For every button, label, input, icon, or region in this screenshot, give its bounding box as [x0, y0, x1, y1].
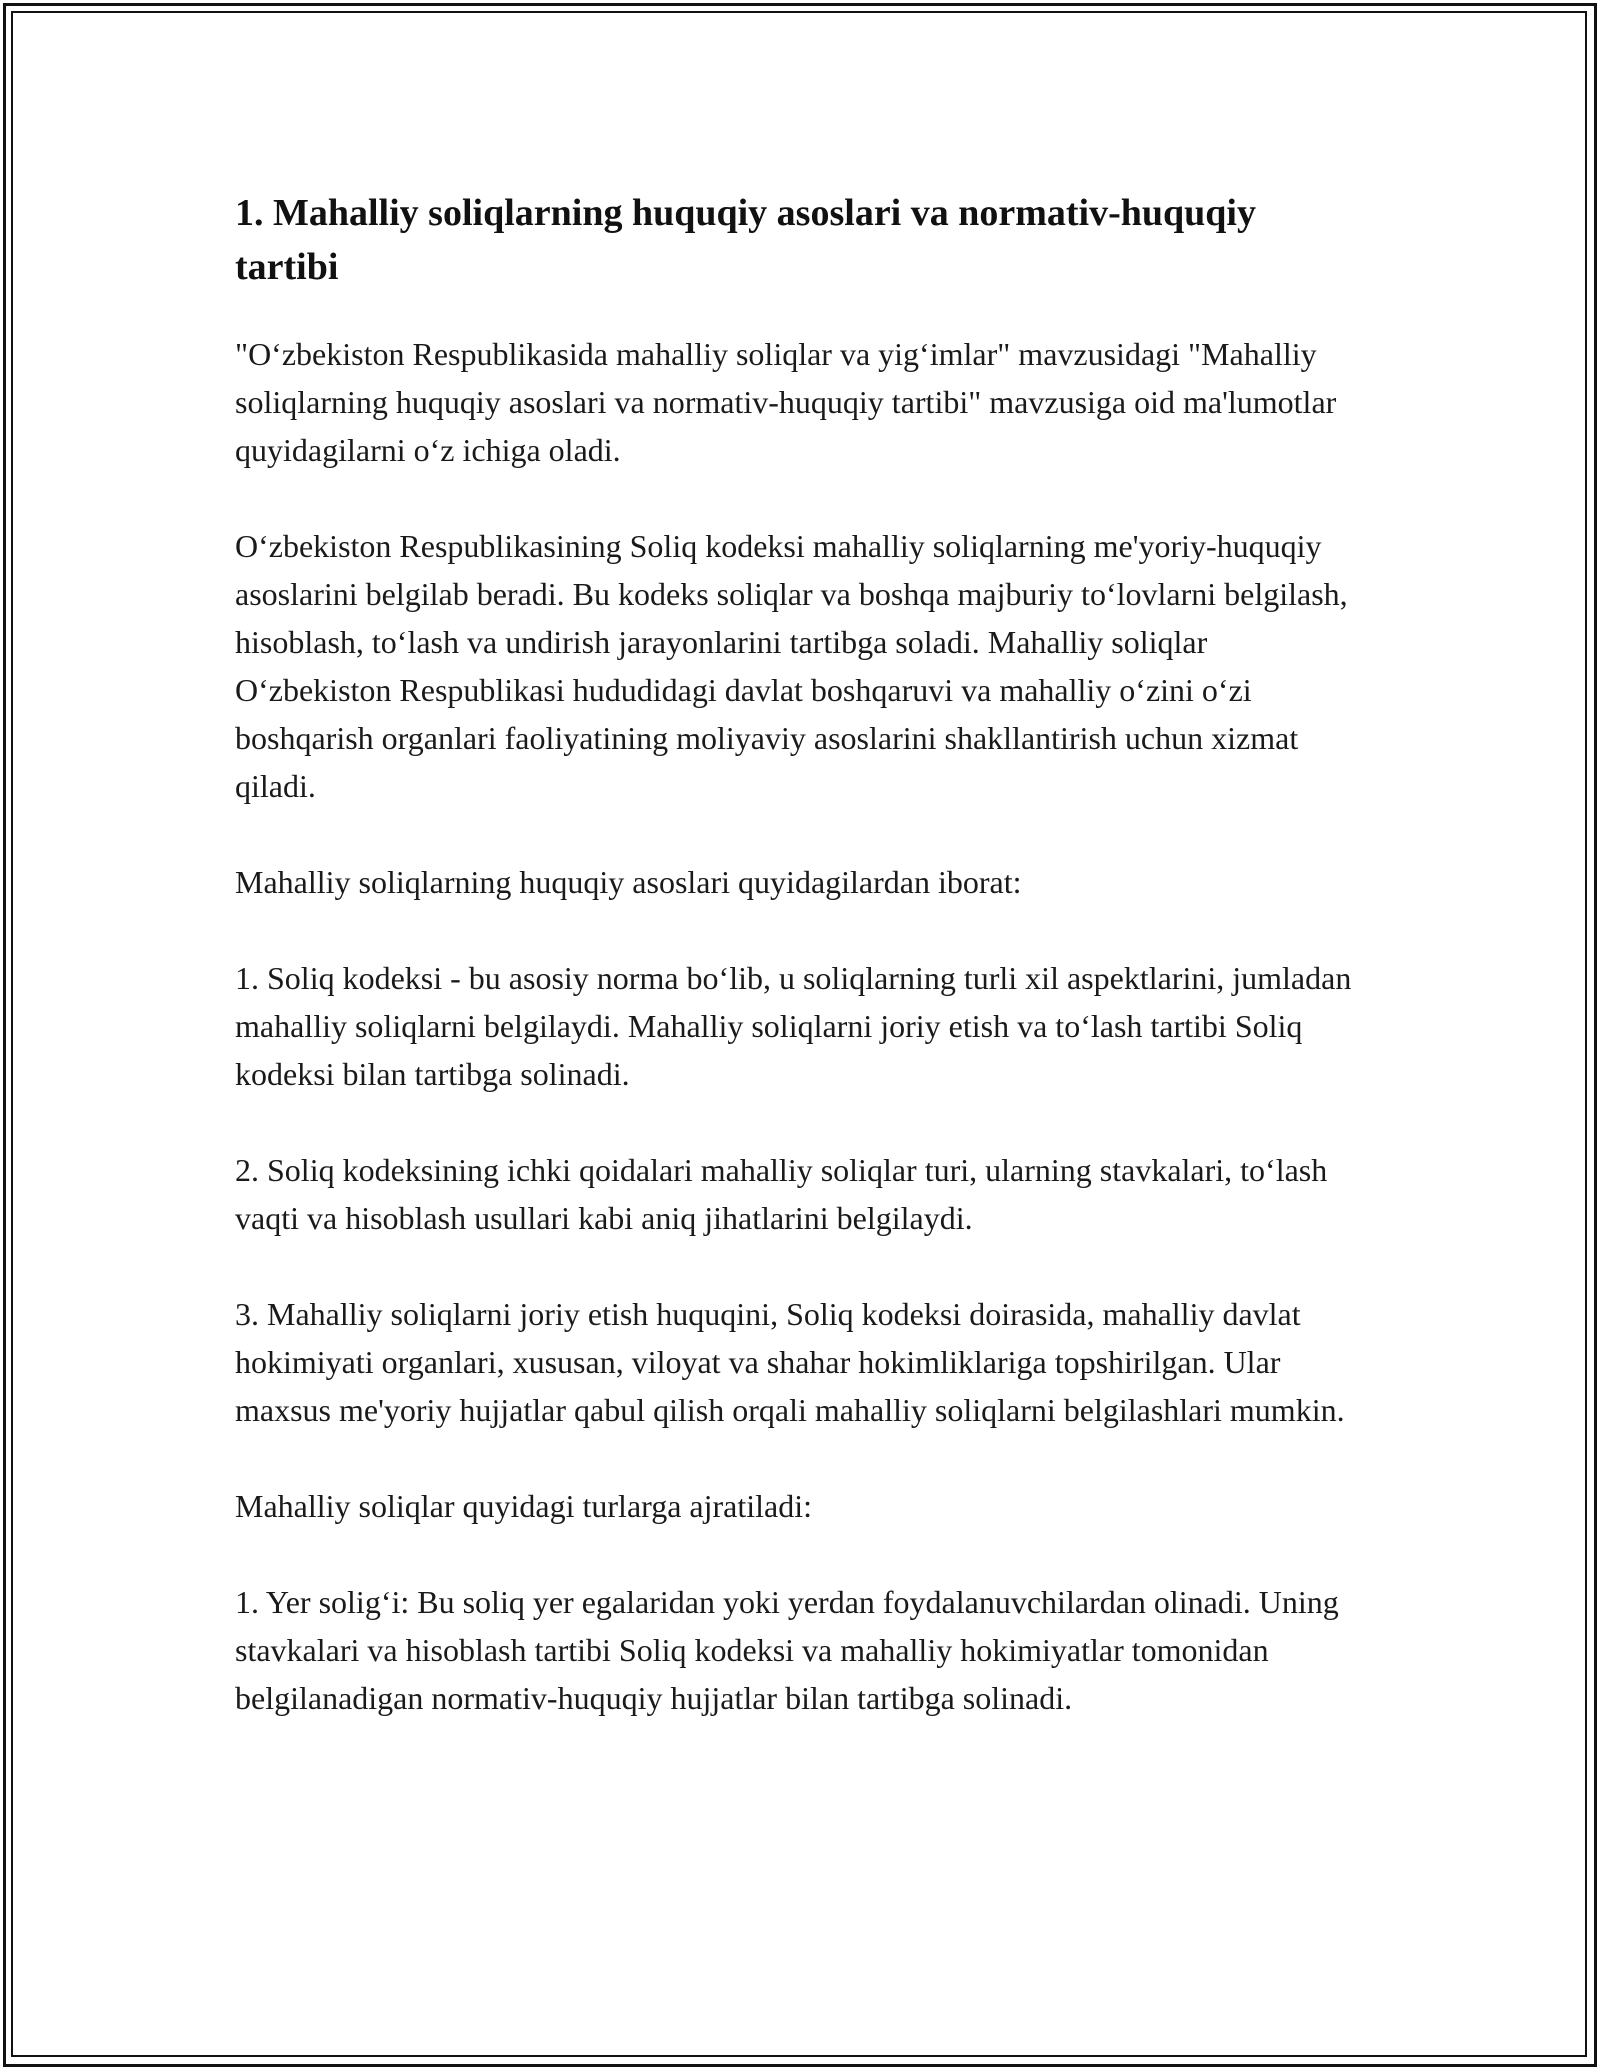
paragraph-land-tax: 1. Yer solig‘i: Bu soliq yer egalaridan yoki yerdan foydalanuvchilardan olinadi. Uning stavkalari va hisoblash tartibi Soliq kodeksi va mahalliy hokimiyatlar tomonidan belgilanadigan normativ-huquqiy hujjatlar bilan tartibga solinadi. — [235, 1584, 1339, 1716]
paragraph-list-item-2: 2. Soliq kodeksining ichki qoidalari mahalliy soliqlar turi, ularning stavkalari, to‘lash vaqti va hisoblash usullari kabi aniq jihatlarini belgilaydi. — [235, 1152, 1328, 1236]
document-title: 1. Mahalliy soliqlarning huquqiy asoslari va normativ-huquqiy tartibi — [235, 192, 1256, 288]
document-body — [235, 186, 1365, 1770]
paragraph-list-item-3: 3. Mahalliy soliqlarni joriy etish huquqini, Soliq kodeksi doirasida, mahalliy davlat hokimiyati organlari, xususan, viloyat va shahar hokimliklariga topshirilgan. Ular maxsus me'yoriy hujjatlar qabul qilish orqali mahalliy soliqlarni belgilashlari mumkin. — [235, 1296, 1345, 1428]
paragraph-tax-code: O‘zbekiston Respublikasining Soliq kodeksi mahalliy soliqlarning me'yoriy-huquqiy asoslarini belgilab beradi. Bu kodeks soliqlar va boshqa majburiy to‘lovlarni belgilash, hisoblash, to‘lash va undirish jarayonlarini tartibga soladi. Mahalliy soliqlar O‘zbekiston Respublikasi hududidagi davlat boshqaruvi va mahalliy o‘zini o‘zi boshqarish organlari faoliyatining moliyaviy asoslarini shakllantirish uchun xizmat qiladi. — [235, 528, 1348, 804]
paragraph-legal-basis-heading: Mahalliy soliqlarning huquqiy asoslari quyidagilardan iborat: — [235, 864, 1022, 900]
paragraph-list-item-1: 1. Soliq kodeksi - bu asosiy norma bo‘lib, u soliqlarning turli xil aspektlarini, jumladan mahalliy soliqlarni belgilaydi. Mahalliy soliqlarni joriy etish va to‘lash tartibi Soliq kodeksi bilan tartibga solinadi. — [235, 960, 1352, 1092]
paragraph-intro: "O‘zbekiston Respublikasida mahalliy soliqlar va yig‘imlar" mavzusidagi "Mahalliy soliqlarning huquqiy asoslari va normativ-huquqiy tartibi" mavzusiga oid ma'lumotlar quyidagilarni o‘z ichiga oladi. — [235, 336, 1337, 468]
paragraph-types-heading: Mahalliy soliqlar quyidagi turlarga ajratiladi: — [235, 1488, 813, 1524]
